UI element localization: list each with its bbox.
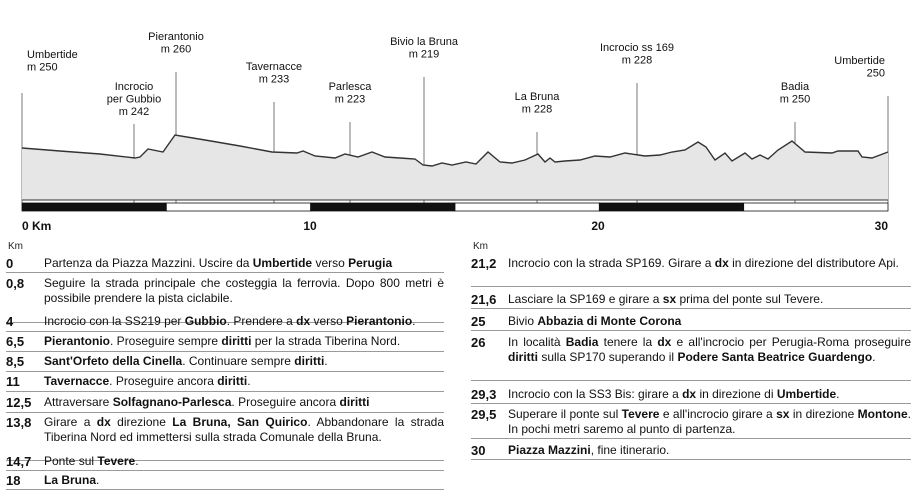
plain-text: verso <box>310 314 347 328</box>
axis-tick-label: 0 Km <box>22 219 52 233</box>
axis-labels <box>22 219 888 233</box>
distance-segment <box>455 203 599 211</box>
highlight-text: sx <box>776 407 790 421</box>
km-value: 13,8 <box>6 415 32 430</box>
highlight-text: Piazza Mazzini <box>508 443 591 457</box>
plain-text: Lasciare la SP169 e girare a <box>508 292 663 306</box>
row-divider <box>471 380 911 381</box>
row-divider <box>6 412 444 413</box>
right-km-header: Km <box>473 241 488 252</box>
plain-text: Seguire la strada principale che costeggia la ferrovia. Dopo 800 metri è possibile prendere la pista ciclabile. <box>44 276 444 305</box>
waypoint-labels <box>27 31 885 118</box>
row-divider <box>471 308 911 309</box>
highlight-text: Abbazia di Monte Corona <box>537 314 682 328</box>
row-divider <box>6 351 444 352</box>
plain-text: per la strada Tiberina Nord. <box>251 334 401 348</box>
plain-text: tenere la <box>598 335 658 349</box>
highlight-text: Tavernacce <box>44 374 110 388</box>
waypoint-label: La Bruna m 228 <box>514 91 560 116</box>
distance-segment <box>599 203 743 211</box>
highlight-text: Pierantonio <box>346 314 413 328</box>
km-value: 6,5 <box>6 334 25 349</box>
plain-text: verso <box>312 256 349 270</box>
plain-text: . <box>96 473 100 487</box>
highlight-text: sx <box>662 292 677 306</box>
highlight-text: dx <box>657 335 672 349</box>
km-value: 8,5 <box>6 354 25 369</box>
plain-text: . <box>872 349 876 364</box>
itinerary-description <box>508 314 911 329</box>
highlight-text: Badia <box>565 335 599 349</box>
itinerary-description <box>508 387 911 402</box>
waypoint-label: Incrocio ss 169 m 228 <box>600 42 674 67</box>
plain-text: Girare a <box>44 415 97 429</box>
row-divider <box>6 391 444 392</box>
km-value: 11 <box>6 374 20 389</box>
plain-text: Superare il ponte sul <box>508 407 622 421</box>
waypoint-label: Pierantonio m 260 <box>148 31 204 56</box>
highlight-text: Podere Santa Beatrice Guardengo <box>677 349 873 364</box>
plain-text: direzione <box>110 415 173 429</box>
highlight-text: diritti <box>294 354 325 368</box>
row-divider <box>6 470 444 471</box>
elevation-profile <box>0 0 914 235</box>
highlight-text: Pierantonio <box>44 334 111 348</box>
plain-text: e all'incrocio girare a <box>659 407 777 421</box>
itinerary-description <box>44 334 444 349</box>
itinerary-description <box>44 276 444 305</box>
plain-text: Bivio <box>508 314 538 328</box>
itinerary-description <box>44 256 444 271</box>
itinerary-description <box>44 395 444 410</box>
row-divider <box>471 438 911 439</box>
highlight-text: Sant'Orfeto della Cinella <box>44 354 183 368</box>
row-divider <box>6 371 444 372</box>
highlight-text: Tevere <box>97 454 136 468</box>
highlight-text: diritti <box>221 334 252 348</box>
itinerary-description <box>44 314 444 329</box>
km-value: 25 <box>471 314 486 329</box>
plain-text: . Proseguire sempre <box>110 334 222 348</box>
itinerary-description <box>508 407 911 436</box>
distance-segment <box>744 203 888 211</box>
plain-text: . Proseguire ancora <box>231 395 340 409</box>
plain-text: Ponte sul <box>44 454 98 468</box>
plain-text: . <box>135 454 139 468</box>
highlight-text: Umbertide <box>776 387 837 401</box>
highlight-text: diritti <box>217 374 248 388</box>
distance-bar <box>22 200 888 211</box>
km-value: 18 <box>6 473 21 488</box>
plain-text: . Proseguire ancora <box>109 374 218 388</box>
highlight-text: dx <box>714 256 729 270</box>
distance-segment <box>166 203 310 211</box>
plain-text: Incrocio con la SS219 per <box>44 314 185 328</box>
km-value: 14,7 <box>6 454 32 469</box>
row-divider <box>471 286 911 287</box>
row-divider <box>471 403 911 404</box>
waypoint-label: Bivio la Bruna m 219 <box>390 36 458 61</box>
row-divider <box>471 459 911 460</box>
plain-text: in direzione <box>789 407 858 421</box>
waypoint-label: Tavernacce m 233 <box>245 61 303 86</box>
axis-tick-label: 20 <box>591 219 605 233</box>
plain-text: sulla SP170 superando il <box>538 349 678 364</box>
plain-text: Incrocio con la SS3 Bis: girare a <box>508 387 683 401</box>
left-km-header: Km <box>8 241 23 252</box>
waypoint-label: Parlesca m 223 <box>328 81 372 106</box>
highlight-text: Solfagnano-Parlesca <box>112 395 232 409</box>
waypoint-label: Incrocio per Gubbio m 242 <box>106 81 162 118</box>
plain-text: in direzione di <box>696 387 777 401</box>
km-value: 29,3 <box>471 387 497 402</box>
plain-text: . <box>412 314 416 328</box>
highlight-text: Umbertide <box>252 256 313 270</box>
plain-text: Partenza da Piazza Mazzini. Uscire da <box>44 256 253 270</box>
row-divider <box>471 330 911 331</box>
highlight-text: Tevere <box>621 407 660 421</box>
plain-text: . <box>247 374 251 388</box>
itinerary-description <box>508 292 911 307</box>
highlight-text: La Bruna, San Quirico <box>172 415 308 429</box>
highlight-text: diritti <box>339 395 370 409</box>
highlight-text: La Bruna <box>44 473 97 487</box>
itinerary-description <box>508 256 911 271</box>
itinerary-description <box>44 354 444 369</box>
plain-text: Incrocio con la strada SP169. Girare a <box>508 256 715 270</box>
highlight-text: dx <box>296 314 311 328</box>
waypoint-label: Umbertide 250 <box>834 55 885 80</box>
distance-segment <box>22 203 166 211</box>
km-value: 21,2 <box>471 256 497 271</box>
plain-text: Attraversare <box>44 395 113 409</box>
waypoint-label: Badia m 250 <box>779 81 811 106</box>
plain-text: , fine itinerario. <box>590 443 670 457</box>
itinerary-description <box>44 473 444 488</box>
plain-text: prima del ponte sul Tevere. <box>676 292 824 306</box>
row-divider <box>6 489 444 490</box>
km-value: 12,5 <box>6 395 32 410</box>
highlight-text: dx <box>682 387 697 401</box>
plain-text: . Continuare sempre <box>182 354 295 368</box>
plain-text: . Abbandonare la strada Tiberina Nord ed immettersi sulla strada Comunale della Bruna. <box>44 415 445 444</box>
plain-text: in direzione del distributore Api. <box>728 256 899 270</box>
km-value: 0 <box>6 256 14 271</box>
highlight-text: diritti <box>508 349 538 364</box>
itinerary-description <box>44 374 444 389</box>
plain-text: . Prendere a <box>226 314 297 328</box>
highlight-text: Perugia <box>348 256 393 270</box>
plain-text: e all'incrocio per Perugia-Roma proseguire <box>671 335 912 349</box>
itinerary-description <box>44 454 444 469</box>
itinerary-description <box>508 443 911 458</box>
highlight-text: dx <box>96 415 111 429</box>
elevation-fill <box>22 135 888 200</box>
plain-text: . <box>324 354 328 368</box>
highlight-text: Montone <box>857 407 908 421</box>
itinerary-description <box>44 415 444 444</box>
row-divider <box>6 272 444 273</box>
km-value: 0,8 <box>6 276 25 291</box>
plain-text: In località <box>508 335 566 349</box>
axis-tick-label: 30 <box>874 219 888 233</box>
km-value: 29,5 <box>471 407 497 422</box>
km-value: 30 <box>471 443 486 458</box>
km-value: 4 <box>6 314 14 329</box>
highlight-text: Gubbio <box>184 314 227 328</box>
km-value: 21,6 <box>471 292 497 307</box>
km-value: 26 <box>471 335 486 350</box>
axis-tick-label: 10 <box>303 219 317 233</box>
distance-segment <box>311 203 455 211</box>
itinerary-description <box>508 335 911 364</box>
row-divider <box>6 331 444 332</box>
plain-text: . In pochi metri saremo al punto di partenza. <box>508 407 912 436</box>
plain-text: . <box>836 387 840 401</box>
waypoint-label: Umbertide m 250 <box>27 49 78 74</box>
